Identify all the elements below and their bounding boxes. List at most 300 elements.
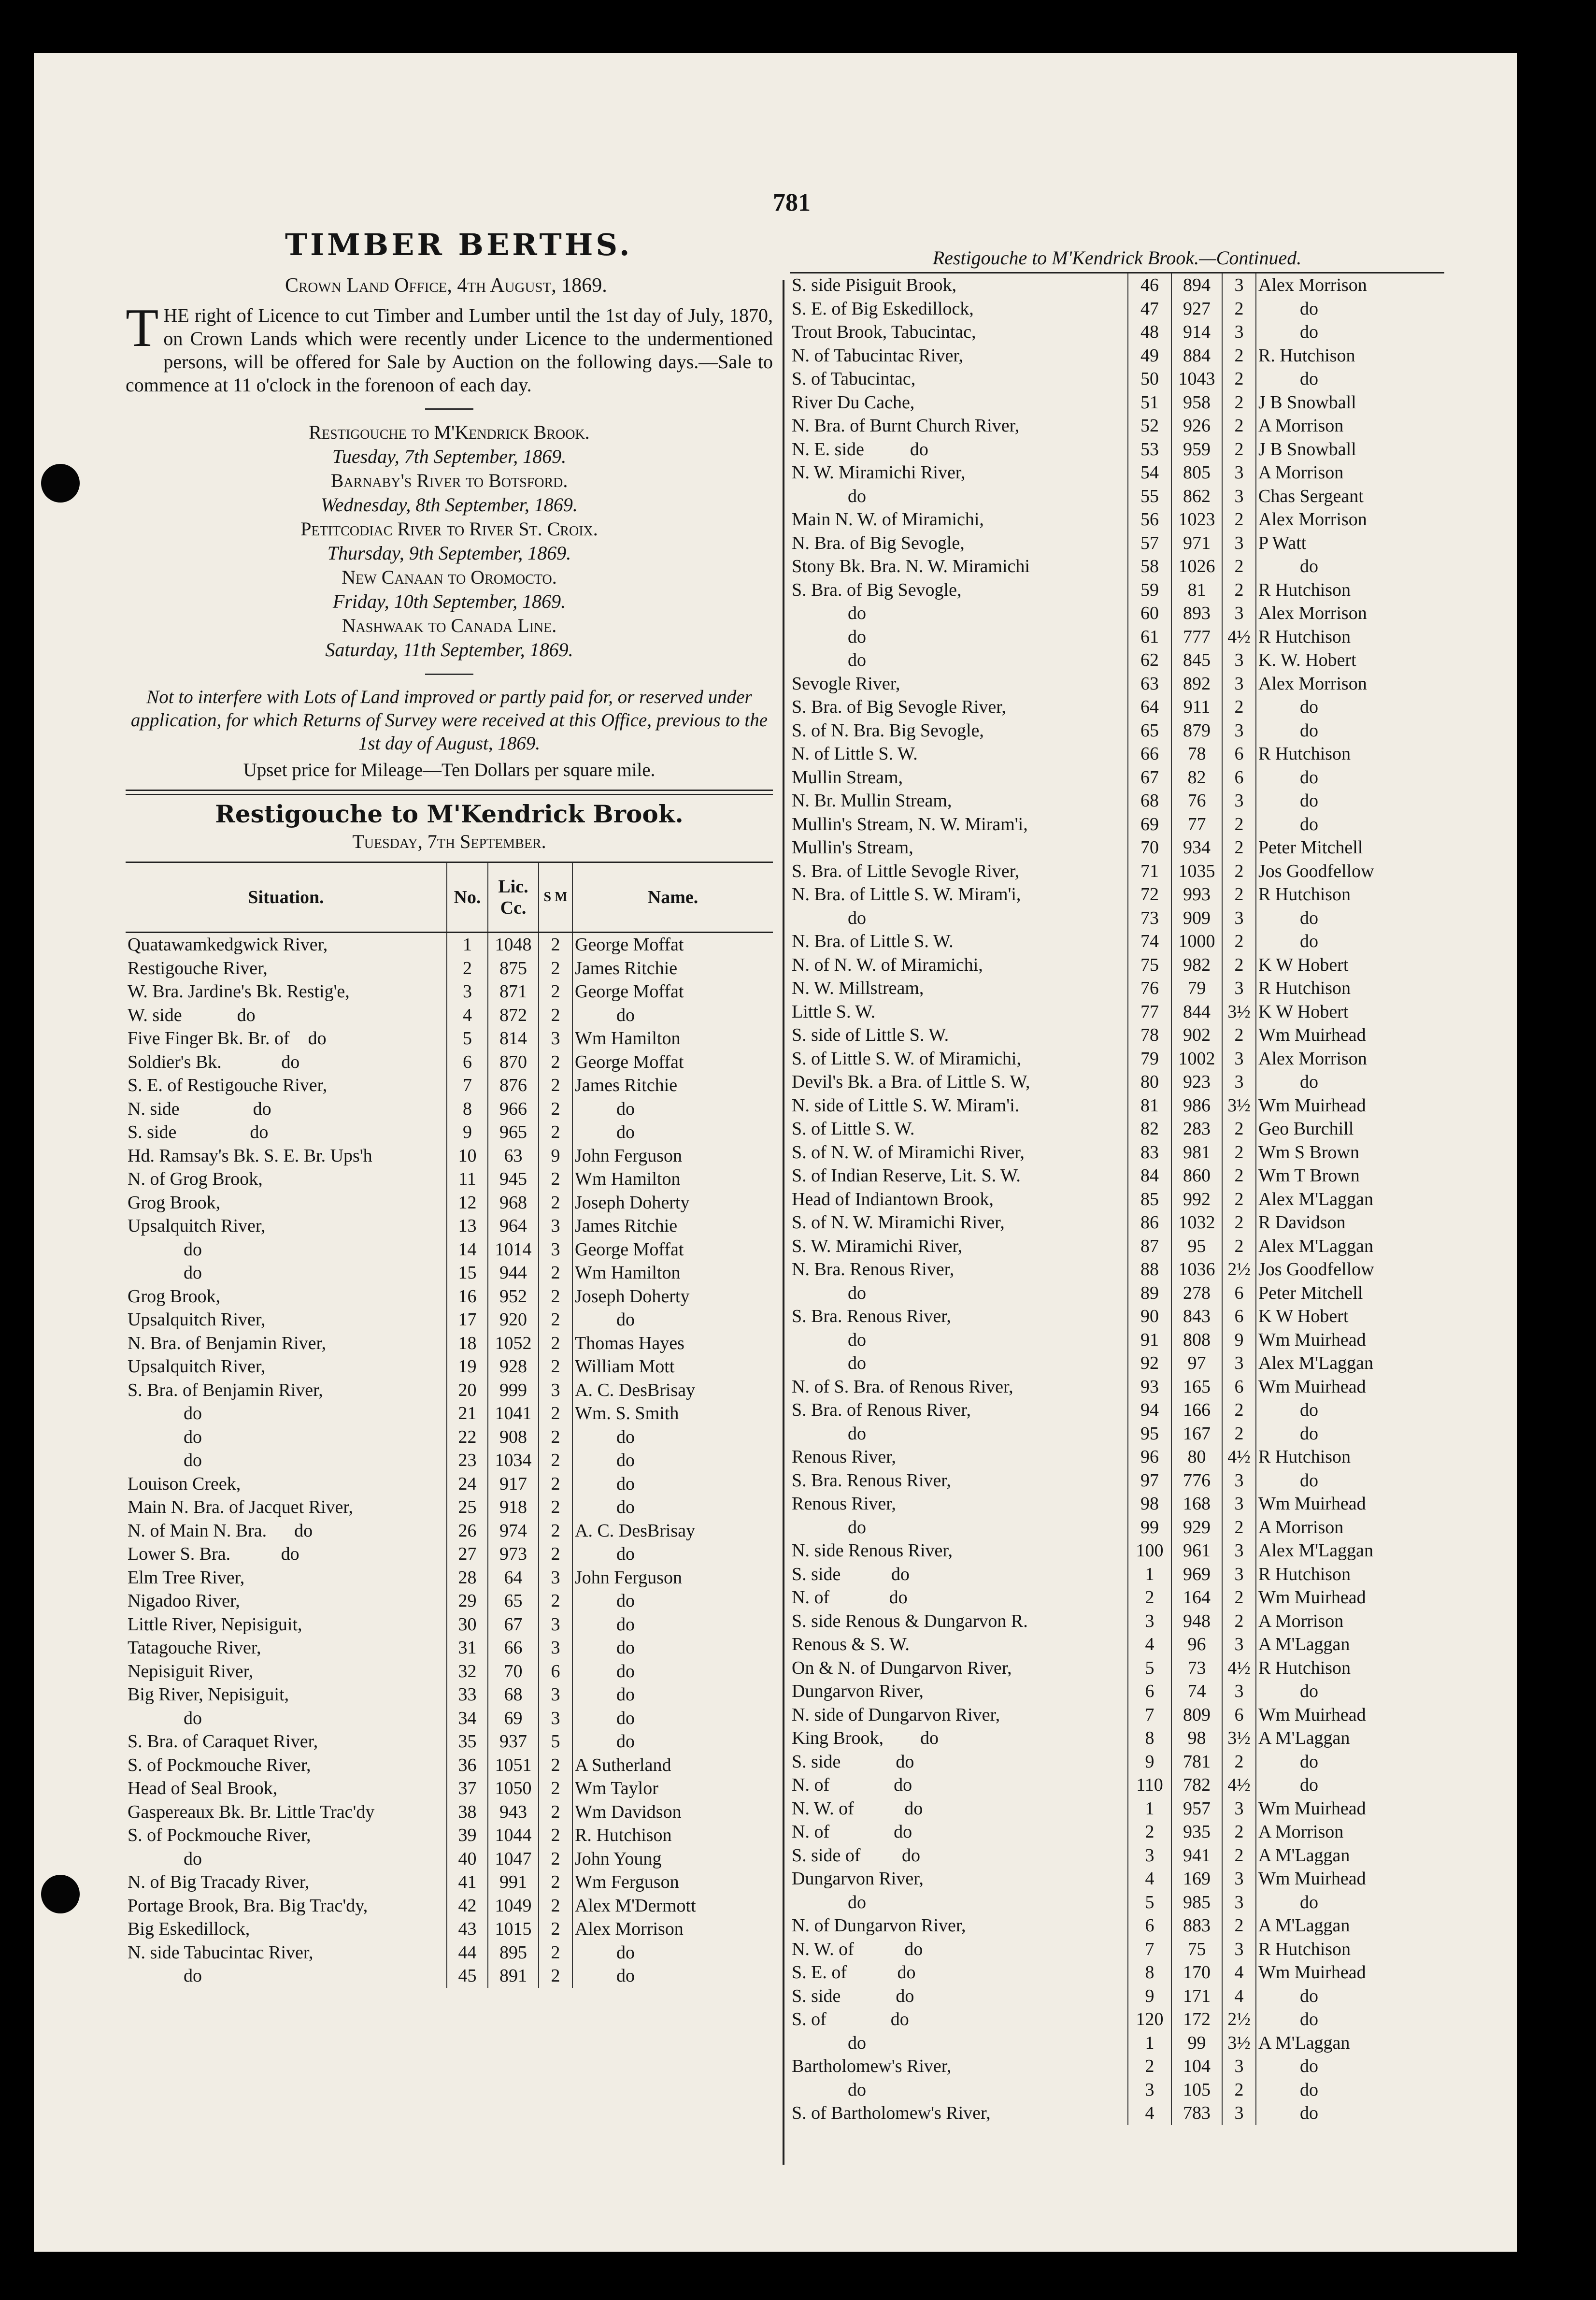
cell-situation: N. of do — [792, 1775, 912, 1796]
cell-lic: 808 — [1171, 1328, 1222, 1352]
cell-no: 8 — [1128, 1726, 1171, 1750]
cell-situation: S. Bra. of Big Sevogle, — [792, 579, 962, 600]
cell-sm: 3 — [1222, 977, 1256, 1000]
cell-name: do — [1256, 766, 1444, 790]
cell-situation: N. of Dungarvon River, — [792, 1915, 966, 1936]
cell-lic: 104 — [1171, 2055, 1222, 2078]
cell-name: do — [1256, 1680, 1444, 1703]
cell-no: 78 — [1128, 1023, 1171, 1047]
cell-sm: 2 — [1222, 1235, 1256, 1258]
cell-situation: Portage Brook, Bra. Big Trac'dy, — [128, 1895, 368, 1916]
cell-sm: 2 — [539, 1800, 572, 1824]
table-row — [126, 1074, 773, 1097]
cell-name: do — [1256, 2101, 1444, 2125]
cell-lic: 105 — [1171, 2078, 1222, 2102]
table-row — [126, 1449, 773, 1472]
cell-situation: do — [848, 1517, 866, 1538]
cell-sm: 4½ — [1222, 1445, 1256, 1469]
cell-lic: 914 — [1171, 320, 1222, 344]
cell-name: A. C. DesBrisay — [572, 1379, 773, 1402]
cell-situation: Lower S. Bra. do — [128, 1544, 299, 1565]
cell-lic: 895 — [488, 1941, 539, 1965]
cell-no: 49 — [1128, 344, 1171, 368]
cell-sm: 3 — [1222, 1680, 1256, 1703]
cell-name: K W Hobert — [1256, 1000, 1444, 1024]
cell-no: 43 — [447, 1917, 488, 1941]
cell-lic: 935 — [1171, 1820, 1222, 1844]
cell-sm: 4 — [1222, 1961, 1256, 1984]
cell-lic: 76 — [1171, 789, 1222, 813]
cell-situation: S. side do — [792, 1751, 914, 1772]
cell-no: 79 — [1128, 1047, 1171, 1071]
cell-situation: N. of Main N. Bra. do — [128, 1520, 313, 1541]
cell-lic: 1032 — [1171, 1211, 1222, 1235]
cell-name: do — [1256, 320, 1444, 344]
cell-no: 46 — [1128, 273, 1171, 297]
cell-no: 66 — [1128, 742, 1171, 766]
cell-situation: S. of do — [792, 2009, 909, 2030]
schedule-date: Friday, 10th September, 1869. — [332, 590, 566, 612]
cell-sm: 4½ — [1222, 1656, 1256, 1680]
cell-lic: 991 — [488, 1870, 539, 1894]
table-row — [126, 1027, 773, 1050]
continued-header: Restigouche to M'Kendrick Brook.—Continued. — [932, 247, 1302, 269]
cell-name: R Hutchison — [1256, 578, 1444, 602]
table-row — [126, 1121, 773, 1144]
cell-no: 73 — [1128, 906, 1171, 930]
cell-lic: 1041 — [488, 1402, 539, 1425]
cell-lic: 80 — [1171, 1445, 1222, 1469]
cell-situation: Bartholomew's River, — [792, 2056, 952, 2077]
cell-sm: 2 — [539, 1285, 572, 1308]
cell-no: 77 — [1128, 1000, 1171, 1024]
cell-lic: 918 — [488, 1495, 539, 1519]
cell-no: 9 — [1128, 1984, 1171, 2008]
cell-name: do — [572, 1425, 773, 1449]
table-row — [126, 1964, 773, 1988]
cell-situation: N. Bra. of Benjamin River, — [128, 1333, 327, 1353]
cell-lic: 64 — [488, 1566, 539, 1590]
table-row — [126, 1004, 773, 1027]
table-row — [790, 2055, 1444, 2078]
cell-name: Alex M'Laggan — [1256, 1539, 1444, 1563]
cell-no: 2 — [447, 957, 488, 980]
table-row — [790, 1492, 1444, 1516]
table-row — [790, 695, 1444, 719]
cell-name: do — [572, 1941, 773, 1965]
cell-no: 93 — [1128, 1375, 1171, 1399]
cell-no: 39 — [447, 1824, 488, 1847]
schedule-date: Saturday, 11th September, 1869. — [325, 639, 573, 661]
cell-name: do — [1256, 1984, 1444, 2008]
cell-sm: 6 — [1222, 1703, 1256, 1727]
cell-no: 90 — [1128, 1305, 1171, 1328]
cell-no: 68 — [1128, 789, 1171, 813]
cell-lic: 986 — [1171, 1094, 1222, 1118]
table-row — [790, 555, 1444, 578]
table-row — [790, 672, 1444, 696]
cell-no: 6 — [1128, 1680, 1171, 1703]
cell-situation: Devil's Bk. a Bra. of Little S. W, — [792, 1072, 1030, 1092]
cell-lic: 957 — [1171, 1797, 1222, 1821]
table-row — [790, 1961, 1444, 1984]
cell-sm: 2 — [539, 1941, 572, 1965]
cell-no: 42 — [447, 1894, 488, 1918]
table-row — [790, 1797, 1444, 1821]
table-row — [126, 1542, 773, 1566]
table-row — [790, 367, 1444, 391]
cell-name: R. Hutchison — [572, 1824, 773, 1847]
cell-name: do — [1256, 1422, 1444, 1446]
cell-no: 75 — [1128, 953, 1171, 977]
cell-sm: 3 — [539, 1636, 572, 1660]
cell-sm: 3½ — [1222, 2031, 1256, 2055]
table-row — [126, 1261, 773, 1285]
table-row — [126, 1402, 773, 1425]
schedule-route: Barnaby's River to Botsford. — [330, 470, 568, 491]
col-name: Name. — [572, 862, 773, 933]
cell-name: Alex M'Laggan — [1256, 1235, 1444, 1258]
table-row — [790, 1891, 1444, 1914]
cell-sm: 3 — [1222, 648, 1256, 672]
table-row — [126, 1870, 773, 1894]
cell-sm: 6 — [1222, 1375, 1256, 1399]
cell-no: 1 — [1128, 2031, 1171, 2055]
table-row — [790, 1188, 1444, 1211]
cell-no: 35 — [447, 1730, 488, 1754]
cell-situation: Grog Brook, — [128, 1286, 221, 1307]
cell-lic: 814 — [488, 1027, 539, 1050]
cell-lic: 909 — [1171, 906, 1222, 930]
cell-sm: 2 — [539, 1191, 572, 1215]
cell-situation: do — [848, 626, 866, 647]
cell-no: 52 — [1128, 414, 1171, 438]
cell-lic: 884 — [1171, 344, 1222, 368]
table-row — [790, 2008, 1444, 2031]
cell-no: 34 — [447, 1707, 488, 1730]
cell-name: A Morrison — [1256, 1516, 1444, 1539]
cell-name: A Sutherland — [572, 1754, 773, 1777]
cell-name: Joseph Doherty — [572, 1191, 773, 1215]
cell-lic: 999 — [488, 1379, 539, 1402]
cell-sm: 9 — [539, 1144, 572, 1168]
cell-sm: 2 — [539, 1495, 572, 1519]
cell-name: A M'Laggan — [1256, 2031, 1444, 2055]
cell-no: 3 — [1128, 2078, 1171, 2102]
cell-lic: 77 — [1171, 813, 1222, 836]
col-lic: Lic. Cc. — [488, 862, 539, 933]
cell-sm: 3 — [1222, 1938, 1256, 1961]
table-row — [790, 1351, 1444, 1375]
cell-name: Jos Goodfellow — [1256, 860, 1444, 883]
cell-no: 54 — [1128, 461, 1171, 485]
cell-lic: 945 — [488, 1167, 539, 1191]
cell-situation: S. Bra. of Renous River, — [792, 1400, 971, 1421]
cell-situation: S. side Pisiguit Brook, — [792, 275, 956, 296]
table-row — [790, 1563, 1444, 1586]
cell-sm: 2 — [539, 1542, 572, 1566]
table-row — [790, 625, 1444, 649]
cell-no: 71 — [1128, 860, 1171, 883]
cell-name: do — [572, 1495, 773, 1519]
cell-sm: 2 — [539, 1261, 572, 1285]
cell-no: 18 — [447, 1332, 488, 1355]
cell-no: 15 — [447, 1261, 488, 1285]
cell-lic: 81 — [1171, 578, 1222, 602]
cell-lic: 63 — [488, 1144, 539, 1168]
cell-sm: 6 — [1222, 742, 1256, 766]
cell-lic: 908 — [488, 1425, 539, 1449]
cell-situation: Renous River, — [792, 1494, 896, 1514]
cell-name: Geo Burchill — [1256, 1117, 1444, 1141]
cell-sm: 2 — [539, 1425, 572, 1449]
table-row — [790, 578, 1444, 602]
cell-sm: 2 — [1222, 813, 1256, 836]
cell-name: Alex Morrison — [1256, 508, 1444, 532]
table-row — [790, 1023, 1444, 1047]
cell-no: 19 — [447, 1355, 488, 1379]
table-row — [790, 1070, 1444, 1094]
section-date: Tuesday, 7th September. — [352, 831, 546, 852]
cell-sm: 3 — [539, 1707, 572, 1730]
cell-situation: N. Bra. of Big Sevogle, — [792, 532, 965, 553]
cell-name: R Hutchison — [1256, 1656, 1444, 1680]
cell-name: George Moffat — [572, 933, 773, 957]
table-row — [790, 1211, 1444, 1235]
cell-sm: 2 — [1222, 836, 1256, 860]
cell-situation: Five Finger Bk. Br. of do — [128, 1028, 327, 1049]
cell-lic: 95 — [1171, 1235, 1222, 1258]
cell-no: 69 — [1128, 813, 1171, 836]
table-row — [790, 1938, 1444, 1961]
table-row — [790, 1633, 1444, 1656]
table-row — [790, 789, 1444, 813]
cell-no: 47 — [1128, 297, 1171, 321]
cell-no: 14 — [447, 1238, 488, 1262]
col-sm: S M — [539, 862, 572, 933]
cell-sm: 3 — [1222, 273, 1256, 297]
cell-name: P Watt — [1256, 532, 1444, 555]
cell-sm: 2 — [539, 1308, 572, 1332]
cell-sm: 2 — [1222, 1211, 1256, 1235]
cell-sm: 2 — [1222, 578, 1256, 602]
cell-situation: do — [184, 1966, 202, 1986]
cell-sm: 2 — [1222, 695, 1256, 719]
cell-name: A Morrison — [1256, 461, 1444, 485]
cell-no: 76 — [1128, 977, 1171, 1000]
cell-name: A. C. DesBrisay — [572, 1519, 773, 1543]
cell-name: K. W. Hobert — [1256, 648, 1444, 672]
cell-name: do — [1256, 1070, 1444, 1094]
page-number: 781 — [773, 189, 811, 216]
cell-situation: Head of Indiantown Brook, — [792, 1189, 994, 1209]
cell-sm: 2 — [539, 1167, 572, 1191]
cell-no: 62 — [1128, 648, 1171, 672]
cell-lic: 68 — [488, 1683, 539, 1707]
cell-situation: On & N. of Dungarvon River, — [792, 1657, 1012, 1678]
cell-sm: 3 — [1222, 1867, 1256, 1891]
cell-situation: Restigouche River, — [128, 958, 268, 978]
table-row — [790, 532, 1444, 555]
table-row — [126, 1917, 773, 1941]
table-row — [790, 508, 1444, 532]
cell-name: Wm Muirhead — [1256, 1703, 1444, 1727]
schedule-date: Thursday, 9th September, 1869. — [327, 542, 571, 564]
cell-name: Wm Davidson — [572, 1800, 773, 1824]
cell-sm: 2 — [539, 1519, 572, 1543]
cell-no: 8 — [447, 1097, 488, 1121]
cell-lic: 872 — [488, 1004, 539, 1027]
cell-situation: S. of N. Bra. Big Sevogle, — [792, 720, 984, 741]
cell-no: 1 — [1128, 1797, 1171, 1821]
cell-situation: Grog Brook, — [128, 1192, 221, 1213]
cell-lic: 167 — [1171, 1422, 1222, 1446]
schedule-route: New Canaan to Oromocto. — [342, 566, 557, 588]
cell-lic: 845 — [1171, 648, 1222, 672]
table-row — [790, 719, 1444, 743]
cell-sm: 2 — [1222, 883, 1256, 906]
cell-situation: S. Bra. of Big Sevogle River, — [792, 697, 1006, 718]
cell-no: 95 — [1128, 1422, 1171, 1446]
cell-no: 94 — [1128, 1398, 1171, 1422]
table-row — [790, 1750, 1444, 1774]
cell-situation: do — [848, 486, 866, 506]
document-page — [34, 53, 1517, 2252]
cell-sm: 3 — [539, 1683, 572, 1707]
cell-lic: 923 — [1171, 1070, 1222, 1094]
table-row — [790, 883, 1444, 906]
cell-sm: 3 — [1222, 1351, 1256, 1375]
timber-berths-table — [126, 862, 773, 1988]
cell-no: 24 — [447, 1472, 488, 1496]
cell-sm: 2 — [539, 1917, 572, 1941]
cell-name: Wm Ferguson — [572, 1870, 773, 1894]
cell-no: 28 — [447, 1566, 488, 1590]
table-row — [790, 1726, 1444, 1750]
cell-sm: 2 — [539, 1097, 572, 1121]
cell-sm: 6 — [539, 1660, 572, 1683]
table-row — [126, 1636, 773, 1660]
cell-sm: 2 — [1222, 1844, 1256, 1868]
table-row — [790, 414, 1444, 438]
cell-lic: 893 — [1171, 602, 1222, 625]
table-row — [790, 648, 1444, 672]
cell-no: 5 — [447, 1027, 488, 1050]
cell-name: R Davidson — [1256, 1211, 1444, 1235]
cell-lic: 96 — [1171, 1633, 1222, 1656]
cell-no: 100 — [1128, 1539, 1171, 1563]
cell-no: 74 — [1128, 930, 1171, 953]
cell-no: 1 — [447, 933, 488, 957]
cell-no: 98 — [1128, 1492, 1171, 1516]
cell-situation: Sevogle River, — [792, 673, 900, 694]
cell-name: Wm Hamilton — [572, 1167, 773, 1191]
cell-no: 92 — [1128, 1351, 1171, 1375]
table-row — [790, 1680, 1444, 1703]
cell-lic: 944 — [488, 1261, 539, 1285]
cell-situation: Upsalquitch River, — [128, 1216, 266, 1236]
cell-name: R Hutchison — [1256, 883, 1444, 906]
table-row — [126, 1379, 773, 1402]
cell-no: 87 — [1128, 1235, 1171, 1258]
table-row — [790, 273, 1444, 297]
cell-name: A M'Laggan — [1256, 1633, 1444, 1656]
table-row — [126, 1495, 773, 1519]
table-row — [790, 1610, 1444, 1633]
cell-situation: N. of do — [792, 1587, 908, 1608]
cell-no: 44 — [447, 1941, 488, 1965]
cell-sm: 3 — [1222, 461, 1256, 485]
table-row — [790, 742, 1444, 766]
cell-lic: 860 — [1171, 1164, 1222, 1188]
cell-sm: 3 — [1222, 320, 1256, 344]
cell-no: 1 — [1128, 1563, 1171, 1586]
cell-name: Alex Morrison — [1256, 672, 1444, 696]
punch-hole — [41, 464, 80, 503]
table-row — [126, 1308, 773, 1332]
cell-situation: Mullin's Stream, — [792, 837, 913, 858]
cell-lic: 973 — [488, 1542, 539, 1566]
cell-situation: S. of Tabucintac, — [792, 369, 916, 389]
cell-situation: do — [848, 1423, 866, 1444]
cell-lic: 171 — [1171, 1984, 1222, 2008]
cell-sm: 2 — [539, 933, 572, 957]
cell-lic: 959 — [1171, 438, 1222, 461]
cell-situation: do — [848, 603, 866, 624]
cell-situation: N. side Tabucintac River, — [128, 1942, 314, 1963]
upset-price: Upset price for Mileage—Ten Dollars per square mile. — [243, 760, 656, 780]
cell-no: 86 — [1128, 1211, 1171, 1235]
schedule-date: Tuesday, 7th September, 1869. — [332, 446, 567, 467]
cell-sm: 9 — [1222, 1328, 1256, 1352]
cell-name: A Morrison — [1256, 1820, 1444, 1844]
cell-sm: 2 — [539, 1402, 572, 1425]
cell-sm: 3 — [1222, 602, 1256, 625]
cell-situation: Dungarvon River, — [792, 1681, 924, 1702]
cell-name: do — [572, 1449, 773, 1472]
cell-sm: 2 — [1222, 930, 1256, 953]
cell-situation: S. Bra. Renous River, — [792, 1470, 951, 1491]
cell-name: Thomas Hayes — [572, 1332, 773, 1355]
cell-lic: 165 — [1171, 1375, 1222, 1399]
cell-sm: 3 — [539, 1238, 572, 1262]
cell-lic: 70 — [488, 1660, 539, 1683]
cell-name: Wm. S. Smith — [572, 1402, 773, 1425]
cell-situation: N. W. of do — [792, 1798, 923, 1819]
cell-situation: S. of Pockmouche River, — [128, 1825, 311, 1846]
notice-text: HE right of Licence to cut Timber and Lumber until the 1st day of July, 1870, on Crown Lands which were recently under Licence to the undermentioned persons, will be offered for Sale by Auction on the following days.—Sale to commence at 11 o'clock in the forenoon of each day. — [126, 304, 773, 396]
punch-hole — [41, 1875, 80, 1913]
cell-situation: Dungarvon River, — [792, 1869, 924, 1889]
cell-no: 4 — [1128, 2101, 1171, 2125]
cell-name: do — [1256, 1469, 1444, 1493]
cell-lic: 1002 — [1171, 1047, 1222, 1071]
cell-name: do — [1256, 1398, 1444, 1422]
cell-no: 53 — [1128, 438, 1171, 461]
cell-situation: do — [184, 1239, 202, 1260]
table-row — [790, 485, 1444, 508]
table-row — [790, 1117, 1444, 1141]
cell-sm: 2 — [1222, 953, 1256, 977]
table-row — [126, 1519, 773, 1543]
cell-sm: 2 — [539, 1121, 572, 1144]
cell-sm: 3 — [539, 1613, 572, 1637]
table-row — [126, 1191, 773, 1215]
cell-name: Joseph Doherty — [572, 1285, 773, 1308]
cell-name: Chas Sergeant — [1256, 485, 1444, 508]
cell-sm: 3 — [1222, 719, 1256, 743]
cell-sm: 3 — [1222, 1539, 1256, 1563]
